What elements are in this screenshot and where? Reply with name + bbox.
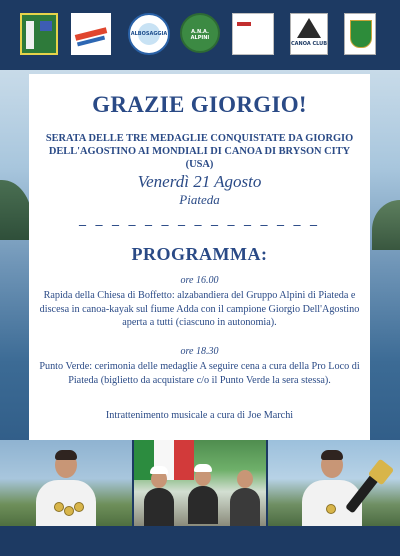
event-time-2: ore 18.30 (180, 346, 219, 357)
poster-subtitle: SERATA DELLE TRE MEDAGLIE CONQUISTATE DA GIORGIO DELL'AGOSTINO AI MONDIALI DI CANOA DI BRYSON CITY (USA) (45, 133, 354, 170)
event-description-2: Punto Verde: cerimonia delle medaglie A seguire cena a cura della Pro Loco di Piateda (biglietto da acquistare c/o il Punto Verde la sera stessa). (39, 361, 360, 386)
event-date: Venerdì 21 Agosto (137, 172, 262, 191)
event-place: Piateda (179, 192, 220, 207)
section-divider: _ _ _ _ _ _ _ _ _ _ _ _ _ _ _ (79, 213, 320, 228)
poster-panel (29, 74, 370, 440)
club-badge-logo (128, 13, 170, 55)
club-badge-text: ALBOSAGGIA (130, 31, 168, 37)
event-time-1: ore 16.00 (180, 275, 219, 286)
comune-crest-logo (344, 13, 376, 55)
alpini-text: A.N.A. ALPINI (190, 29, 210, 41)
athlete-with-paddle-photo (268, 440, 400, 526)
photo-strip (0, 440, 400, 556)
canoa-club-text: CANOA CLUB (291, 41, 327, 47)
sponsor-banner-logo (232, 13, 274, 55)
event-description-1: Rapida della Chiesa di Boffetto: alzabandiera del Gruppo Alpini di Piateda e discesa in canoa-kayak sul fiume Adda con il campione Giorgio Dell'Agostino aperta a tutti (ciascuno in autonomia). (39, 290, 360, 328)
group-with-flag-photo (134, 440, 266, 526)
programme-heading: PROGRAMMA: (131, 244, 268, 264)
pro-loco-logo (20, 13, 58, 55)
athlete-with-medals-photo (0, 440, 132, 526)
canoa-club-logo (290, 13, 328, 55)
canoa-kayak-logo (71, 13, 111, 55)
music-credit: Intrattenimento musicale a cura di Joe Marchi (105, 410, 294, 421)
alpini-logo (180, 13, 220, 53)
logo-bar (0, 0, 400, 70)
poster-title: GRAZIE GIORGIO! (92, 92, 307, 117)
